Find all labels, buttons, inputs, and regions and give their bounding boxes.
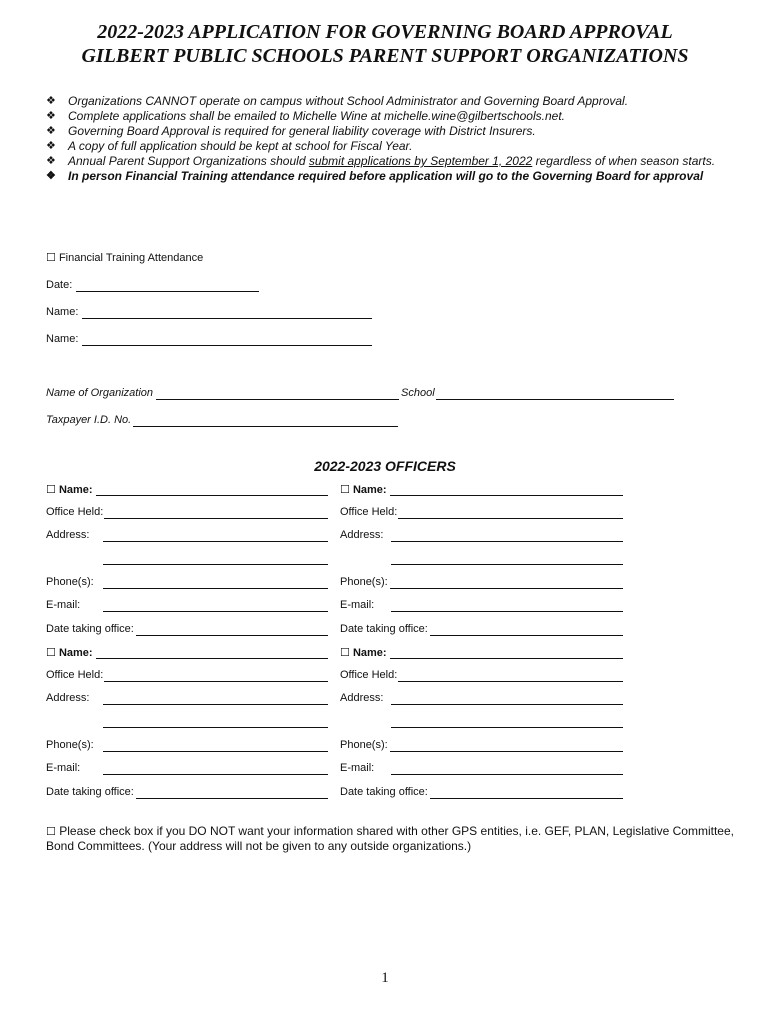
date-taking-office-label: Date taking office: xyxy=(46,786,134,798)
page-title-line-2: GILBERT PUBLIC SCHOOLS PARENT SUPPORT ORGANIZATIONS xyxy=(81,45,689,67)
instruction-item: ❖ Governing Board Approval is required for general liability coverage with District Insurers. xyxy=(46,124,536,138)
school-label: School xyxy=(401,387,435,399)
phone-label: Phone(s): xyxy=(340,576,388,588)
office-held-label: Office Held: xyxy=(46,669,104,681)
phone-field[interactable] xyxy=(390,751,623,752)
address-label: Address: xyxy=(46,529,90,541)
diamond-bullet-icon: ❖ xyxy=(46,125,56,137)
date-taking-office-field[interactable] xyxy=(430,635,623,636)
officer-name-field[interactable] xyxy=(390,495,623,496)
checkbox-icon[interactable]: ☐ xyxy=(340,483,350,496)
checkbox-icon[interactable]: ☐ xyxy=(46,825,56,838)
office-held-label: Office Held: xyxy=(46,506,104,518)
address-label: Address: xyxy=(340,692,384,704)
checkbox-icon[interactable]: ☐ xyxy=(46,251,56,264)
checkbox-icon[interactable]: ☐ xyxy=(46,646,56,659)
address-field-line-2[interactable] xyxy=(103,727,328,728)
organization-name-field[interactable] xyxy=(156,399,399,400)
email-label: E-mail: xyxy=(340,762,375,774)
financial-training-label: Financial Training Attendance xyxy=(58,252,204,264)
phone-label: Phone(s): xyxy=(46,576,94,588)
checkbox-icon[interactable]: ☐ xyxy=(46,483,56,496)
diamond-bullet-icon: ❖ xyxy=(46,170,56,182)
instruction-item-training: ❖ In person Financial Training attendance required before application will go to the Governing Board for approval xyxy=(46,169,704,183)
email-label: E-mail: xyxy=(46,762,81,774)
email-field[interactable] xyxy=(103,774,328,775)
training-name-2-field[interactable] xyxy=(82,345,372,346)
checkbox-icon[interactable]: ☐ xyxy=(340,646,350,659)
page-number: 1 xyxy=(381,970,389,986)
diamond-bullet-icon: ❖ xyxy=(46,140,56,152)
training-date-label: Date: xyxy=(46,279,73,291)
diamond-bullet-icon: ❖ xyxy=(46,155,56,167)
address-label: Address: xyxy=(46,692,90,704)
officer-name-field[interactable] xyxy=(96,495,328,496)
office-held-field[interactable] xyxy=(398,518,623,519)
training-date-field[interactable] xyxy=(76,291,259,292)
address-field-line-1[interactable] xyxy=(103,704,328,705)
address-field-line-2[interactable] xyxy=(103,564,328,565)
office-held-field[interactable] xyxy=(104,518,328,519)
date-taking-office-label: Date taking office: xyxy=(46,623,134,635)
date-taking-office-label: Date taking office: xyxy=(340,786,428,798)
office-held-field[interactable] xyxy=(104,681,328,682)
address-field-line-1[interactable] xyxy=(103,541,328,542)
address-label: Address: xyxy=(340,529,384,541)
diamond-bullet-icon: ❖ xyxy=(46,110,56,122)
address-field-line-1[interactable] xyxy=(391,541,623,542)
taxpayer-id-label: Taxpayer I.D. No. xyxy=(46,414,132,426)
instructions-list xyxy=(46,94,726,184)
officer-name-checkbox-row[interactable]: ☐ Name: xyxy=(340,483,387,496)
address-field-line-2[interactable] xyxy=(391,564,623,565)
officers-heading: 2022-2023 OFFICERS xyxy=(314,458,456,474)
school-field[interactable] xyxy=(436,399,674,400)
email-field[interactable] xyxy=(391,611,623,612)
address-field-line-1[interactable] xyxy=(391,704,623,705)
taxpayer-id-field[interactable] xyxy=(133,426,398,427)
date-taking-office-field[interactable] xyxy=(430,798,623,799)
phone-field[interactable] xyxy=(390,588,623,589)
date-taking-office-label: Date taking office: xyxy=(340,623,428,635)
date-taking-office-field[interactable] xyxy=(136,798,328,799)
training-name-2-label: Name: xyxy=(46,333,79,345)
officer-name-checkbox-row[interactable]: ☐ Name: xyxy=(46,646,93,659)
phone-label: Phone(s): xyxy=(340,739,388,751)
email-label: E-mail: xyxy=(46,599,81,611)
officer-name-checkbox-row[interactable]: ☐ Name: xyxy=(46,483,93,496)
office-held-label: Office Held: xyxy=(340,669,398,681)
phone-field[interactable] xyxy=(103,751,328,752)
financial-training-checkbox-row[interactable] xyxy=(46,251,203,264)
phone-field[interactable] xyxy=(103,588,328,589)
instruction-item: ❖ A copy of full application should be kept at school for Fiscal Year. xyxy=(46,139,413,153)
office-held-field[interactable] xyxy=(398,681,623,682)
date-taking-office-field[interactable] xyxy=(136,635,328,636)
share-opt-out-text: Please check box if you DO NOT want your information shared with other GPS entities, i.e. GEF, PLAN, Legislative Committee, Bond Committees. (Your address will not be given to any outside organizations.) xyxy=(46,824,734,853)
organization-name-label: Name of Organization xyxy=(46,387,153,399)
email-field[interactable] xyxy=(391,774,623,775)
address-field-line-2[interactable] xyxy=(391,727,623,728)
diamond-bullet-icon: ❖ xyxy=(46,95,56,107)
training-name-1-label: Name: xyxy=(46,306,79,318)
training-name-1-field[interactable] xyxy=(82,318,372,319)
instruction-item: ❖ Organizations CANNOT operate on campus without School Administrator and Governing Board Approval. xyxy=(46,94,629,108)
page-title-line-1: 2022-2023 APPLICATION FOR GOVERNING BOARD APPROVAL xyxy=(97,21,673,43)
officer-name-field[interactable] xyxy=(390,658,623,659)
office-held-label: Office Held: xyxy=(340,506,398,518)
officer-name-field[interactable] xyxy=(96,658,328,659)
share-opt-out-row[interactable] xyxy=(46,824,736,854)
email-field[interactable] xyxy=(103,611,328,612)
phone-label: Phone(s): xyxy=(46,739,94,751)
officer-name-checkbox-row[interactable]: ☐ Name: xyxy=(340,646,387,659)
instruction-item: ❖ Annual Parent Support Organizations should submit applications by September 1, 2022 regardless of when season starts. xyxy=(46,154,716,168)
instruction-item: ❖ Complete applications shall be emailed to Michelle Wine at michelle.wine@gilbertschools.net. xyxy=(46,109,565,123)
email-label: E-mail: xyxy=(340,599,375,611)
